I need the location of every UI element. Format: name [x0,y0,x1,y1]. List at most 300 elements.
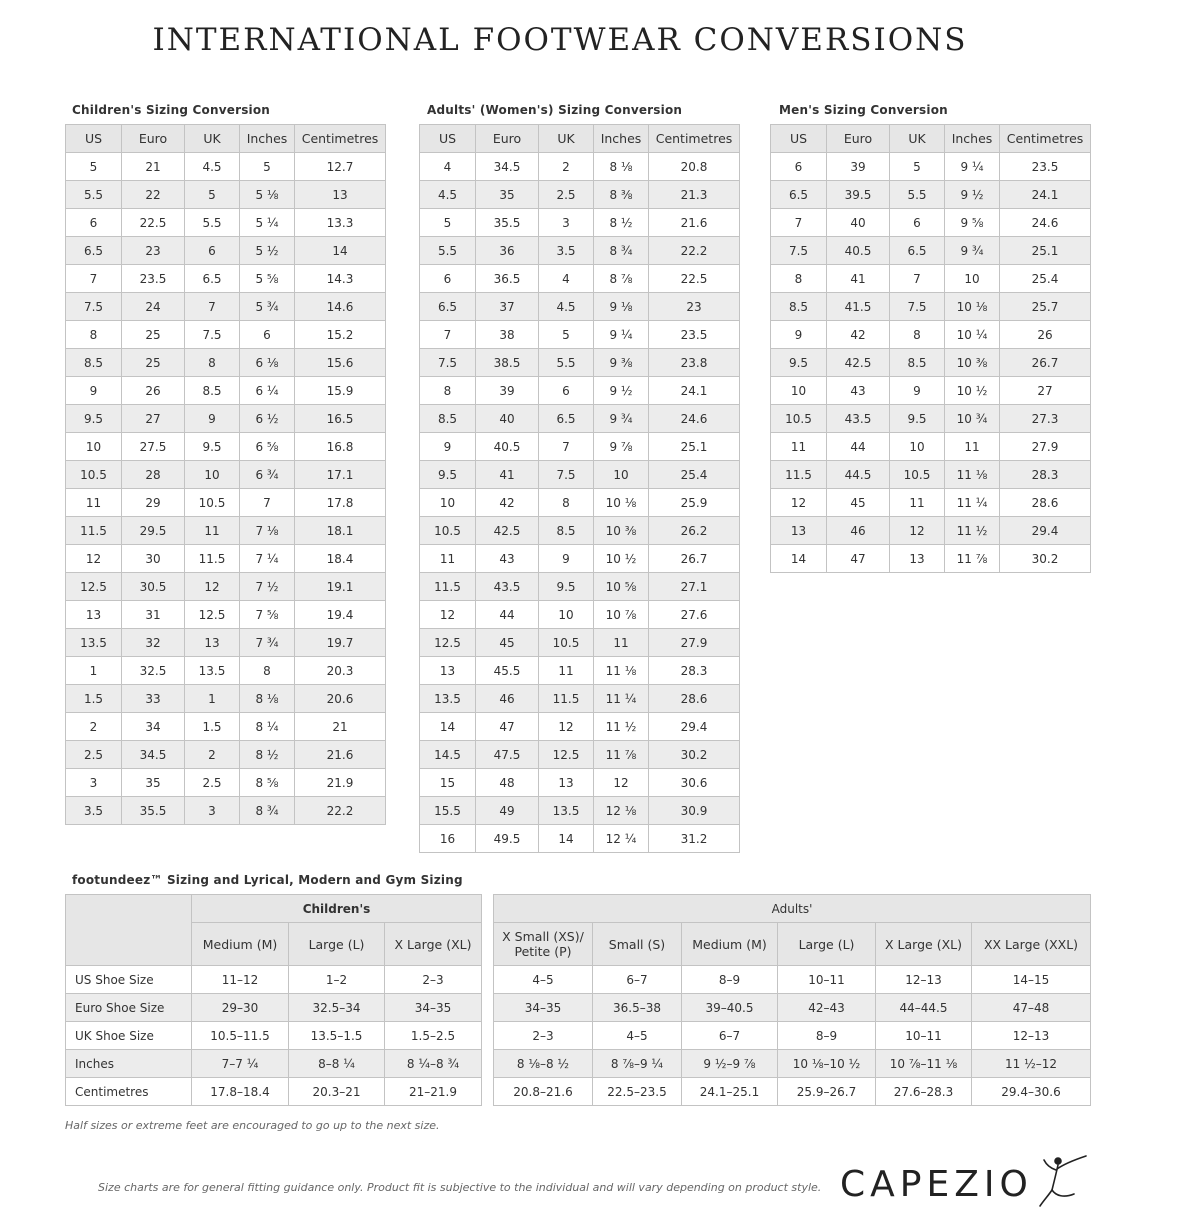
table-cell: 10 [539,601,594,629]
table-cell: 8 ¼ [240,713,295,741]
table-cell: 7 [420,321,476,349]
table-cell: 15.6 [295,349,386,377]
table-cell: 19.4 [295,601,386,629]
table-cell: 14 [771,545,827,573]
table-cell: 2.5 [185,769,240,797]
column-header: Centimetres [295,125,386,153]
table-cell: 16 [420,825,476,853]
table-row [66,797,386,825]
table-row [420,237,740,265]
table-cell: 26.2 [649,517,740,545]
table-cell: 12 [890,517,945,545]
table-cell: 7 ⅛ [240,517,295,545]
table-cell: 12 [594,769,649,797]
table-cell: 8.5 [66,349,122,377]
table-cell: 5 [185,181,240,209]
table-cell: 21.6 [295,741,386,769]
table-cell: 8 ⅜ [594,181,649,209]
womens-sizing-table [419,124,740,853]
table-cell: 6.5 [771,181,827,209]
table-cell: 9 ½ [945,181,1000,209]
row-label: US Shoe Size [66,966,192,994]
table-cell: 24.1 [1000,181,1091,209]
table-cell: 25 [122,321,185,349]
table-cell: 13 [420,657,476,685]
table-cell: 2–3 [385,966,482,994]
table-cell: 4.5 [185,153,240,181]
table-cell: 12 ¼ [594,825,649,853]
table-row [420,825,740,853]
table-cell: 10.5 [539,629,594,657]
table-cell: 5.5 [890,181,945,209]
table-cell: 1.5 [185,713,240,741]
table-cell: 13 [295,181,386,209]
table-cell: 10 ⅛–10 ½ [778,1050,876,1078]
table-cell: 11 [66,489,122,517]
table-row [66,966,482,994]
table-cell: 15.2 [295,321,386,349]
table-cell: 30.9 [649,797,740,825]
table-cell: 20.8–21.6 [494,1078,593,1106]
table-cell: 11 ¼ [594,685,649,713]
table-cell: 20.8 [649,153,740,181]
table-cell: 17.1 [295,461,386,489]
table-cell: 9 [420,433,476,461]
table-row [66,349,386,377]
table-cell: 9.5 [185,433,240,461]
table-cell: 9 ¾ [945,237,1000,265]
table-cell: 19.1 [295,573,386,601]
table-cell: 9 ¼ [945,153,1000,181]
table-cell: 35 [122,769,185,797]
table-cell: 19.7 [295,629,386,657]
table-cell: 11 [945,433,1000,461]
table-cell: 5 ¾ [240,293,295,321]
table-cell: 13.5 [539,797,594,825]
table-cell: 7 ½ [240,573,295,601]
table-row [771,349,1091,377]
table-cell: 11.5 [420,573,476,601]
table-cell: 29.4 [1000,517,1091,545]
children-sizing-table [65,124,386,825]
table-cell: 9.5 [890,405,945,433]
table-cell: 7.5 [539,461,594,489]
table-cell: 7.5 [771,237,827,265]
table-row [420,181,740,209]
table-cell: 12.5 [420,629,476,657]
table-cell: 20.6 [295,685,386,713]
table-cell: 6 ½ [240,405,295,433]
table-cell: 12 [539,713,594,741]
table-cell: 7.5 [66,293,122,321]
table-row [420,713,740,741]
column-header: Large (L) [778,923,876,966]
table-cell: 10.5 [771,405,827,433]
table-cell: 40.5 [827,237,890,265]
table-cell: 47.5 [476,741,539,769]
table-row [771,153,1091,181]
table-cell: 40 [827,209,890,237]
table-row [66,657,386,685]
table-cell: 15.9 [295,377,386,405]
table-cell: 10 ½ [945,377,1000,405]
table-row [66,405,386,433]
table-cell: 28.6 [1000,489,1091,517]
table-cell: 1 [66,657,122,685]
table-cell: 10 ⅜ [594,517,649,545]
table-cell: 24.6 [649,405,740,433]
table-cell: 7 ¼ [240,545,295,573]
row-label: Centimetres [66,1078,192,1106]
table-cell: 25 [122,349,185,377]
table-cell: 16.8 [295,433,386,461]
column-header: US [420,125,476,153]
table-row [66,265,386,293]
table-cell: 5 [420,209,476,237]
table-cell: 6.5 [890,237,945,265]
table-row [66,1078,482,1106]
half-sizes-note: Half sizes or extreme feet are encouraged to go up to the next size. [65,1119,440,1132]
table-cell: 6 [420,265,476,293]
table-cell: 5 ⅝ [240,265,295,293]
table-cell: 49.5 [476,825,539,853]
table-row [420,517,740,545]
table-row [771,209,1091,237]
table-cell: 31.2 [649,825,740,853]
table-cell: 29.4 [649,713,740,741]
column-header: UK [890,125,945,153]
table-row [771,461,1091,489]
table-cell: 45 [476,629,539,657]
table-row [66,713,386,741]
table-cell: 9 ½–9 ⅞ [682,1050,778,1078]
table-cell: 7 [890,265,945,293]
table-cell: 1.5–2.5 [385,1022,482,1050]
table-cell: 9.5 [771,349,827,377]
footundeez-children-table [65,894,482,1106]
table-row [66,994,482,1022]
table-cell: 8 ⅞ [594,265,649,293]
table-cell: 22.5–23.5 [593,1078,682,1106]
table-row [66,181,386,209]
empty-corner-cell [66,895,192,966]
table-cell: 12 [66,545,122,573]
table-row [66,741,386,769]
table-cell: 40.5 [476,433,539,461]
column-header: Medium (M) [192,923,289,966]
table-cell: 11 ½ [945,517,1000,545]
table-cell: 27.9 [649,629,740,657]
table-cell: 23.5 [649,321,740,349]
dancer-icon [1034,1150,1094,1214]
table-cell: 31 [122,601,185,629]
table-row [66,685,386,713]
table-cell: 22.5 [122,209,185,237]
table-cell: 25.7 [1000,293,1091,321]
table-cell: 38.5 [476,349,539,377]
column-header: Medium (M) [682,923,778,966]
table-cell: 9 ½ [594,377,649,405]
table-cell: 10–11 [876,1022,972,1050]
table-row [420,545,740,573]
table-cell: 10 [66,433,122,461]
table-cell: 28.3 [1000,461,1091,489]
table-cell: 8 ¼–8 ¾ [385,1050,482,1078]
table-cell: 6.5 [66,237,122,265]
table-cell: 12.7 [295,153,386,181]
table-cell: 22.2 [649,237,740,265]
table-cell: 2 [66,713,122,741]
table-header-row [494,923,1091,966]
table-cell: 6 [539,377,594,405]
table-cell: 10 ½ [594,545,649,573]
column-header: Centimetres [649,125,740,153]
table-cell: 17.8–18.4 [192,1078,289,1106]
mens-sizing-table [770,124,1091,573]
table-row [494,994,1091,1022]
table-cell: 42 [827,321,890,349]
table-cell: 42.5 [476,517,539,545]
table-cell: 6.5 [420,293,476,321]
table-cell: 11 ⅞ [594,741,649,769]
table-row [420,209,740,237]
table-cell: 9 [539,545,594,573]
table-cell: 2 [185,741,240,769]
table-cell: 11 [771,433,827,461]
table-cell: 14–15 [972,966,1091,994]
table-row [771,489,1091,517]
table-cell: 7–7 ¼ [192,1050,289,1078]
table-header-row [420,125,740,153]
table-cell: 34–35 [494,994,593,1022]
table-cell: 43.5 [476,573,539,601]
table-cell: 26 [1000,321,1091,349]
table-cell: 29–30 [192,994,289,1022]
table-row [66,517,386,545]
table-cell: 28.3 [649,657,740,685]
table-cell: 21.3 [649,181,740,209]
table-row [420,377,740,405]
table-cell: 27.6 [649,601,740,629]
table-cell: 23.8 [649,349,740,377]
table-cell: 2.5 [66,741,122,769]
table-cell: 46 [827,517,890,545]
table-row [66,321,386,349]
table-cell: 7.5 [890,293,945,321]
table-cell: 36.5–38 [593,994,682,1022]
table-cell: 8 ¾ [594,237,649,265]
table-cell: 44–44.5 [876,994,972,1022]
table-row [420,629,740,657]
table-cell: 10.5 [420,517,476,545]
table-cell: 7 [185,293,240,321]
table-cell: 4–5 [494,966,593,994]
table-cell: 34.5 [476,153,539,181]
table-cell: 6 [890,209,945,237]
table-cell: 10 ⅝ [594,573,649,601]
table-cell: 21 [295,713,386,741]
table-cell: 13 [66,601,122,629]
table-cell: 9.5 [66,405,122,433]
table-cell: 8.5 [890,349,945,377]
table-cell: 2.5 [539,181,594,209]
table-cell: 9 [66,377,122,405]
table-row [66,573,386,601]
table-cell: 21 [122,153,185,181]
table-cell: 1.5 [66,685,122,713]
children-table-heading: Children's Sizing Conversion [72,103,271,117]
table-cell: 30.5 [122,573,185,601]
table-row [494,1078,1091,1106]
table-cell: 4–5 [593,1022,682,1050]
table-cell: 8.5 [539,517,594,545]
table-cell: 7.5 [420,349,476,377]
table-cell: 18.4 [295,545,386,573]
table-row [494,1050,1091,1078]
table-cell: 23 [649,293,740,321]
table-cell: 11–12 [192,966,289,994]
table-header-row [66,125,386,153]
table-row [420,321,740,349]
table-cell: 18.1 [295,517,386,545]
column-header: Euro [476,125,539,153]
table-cell: 39.5 [827,181,890,209]
table-cell: 8 ⅝ [240,769,295,797]
table-cell: 5 [890,153,945,181]
table-cell: 41.5 [827,293,890,321]
table-row [66,209,386,237]
table-cell: 8 ½ [594,209,649,237]
table-cell: 24 [122,293,185,321]
table-cell: 13 [890,545,945,573]
table-cell: 35 [476,181,539,209]
table-cell: 3 [185,797,240,825]
table-cell: 11 [890,489,945,517]
column-header: Euro [827,125,890,153]
table-cell: 46 [476,685,539,713]
table-cell: 12–13 [972,1022,1091,1050]
table-row [420,797,740,825]
footundeez-table-heading: footundeez™ Sizing and Lyrical, Modern and Gym Sizing [72,873,463,887]
table-cell: 9 [890,377,945,405]
table-cell: 7 ⅝ [240,601,295,629]
table-cell: 9 ⅜ [594,349,649,377]
table-row [420,741,740,769]
table-cell: 39 [827,153,890,181]
table-row [420,461,740,489]
table-cell: 36.5 [476,265,539,293]
table-cell: 13 [771,517,827,545]
table-cell: 8 [771,265,827,293]
table-cell: 7.5 [185,321,240,349]
column-header: US [771,125,827,153]
table-cell: 12–13 [876,966,972,994]
table-cell: 10 [420,489,476,517]
table-cell: 27 [122,405,185,433]
table-cell: 9 ⅞ [594,433,649,461]
table-row [66,1050,482,1078]
table-cell: 25.9 [649,489,740,517]
table-cell: 11.5 [539,685,594,713]
table-cell: 10 ⅞–11 ⅛ [876,1050,972,1078]
table-cell: 8 [185,349,240,377]
table-cell: 5 [539,321,594,349]
column-header: Euro [122,125,185,153]
table-row [66,293,386,321]
table-cell: 9.5 [539,573,594,601]
table-cell: 43 [476,545,539,573]
table-cell: 13.3 [295,209,386,237]
table-row [771,545,1091,573]
table-cell: 11.5 [185,545,240,573]
table-row [771,517,1091,545]
table-cell: 10 [771,377,827,405]
table-cell: 33 [122,685,185,713]
table-cell: 13.5 [66,629,122,657]
table-cell: 20.3–21 [289,1078,385,1106]
table-cell: 4.5 [539,293,594,321]
table-cell: 11 [594,629,649,657]
table-cell: 21.6 [649,209,740,237]
group-header-adults: Adults' [494,895,1091,923]
table-cell: 36 [476,237,539,265]
table-cell: 8 ⅛ [240,685,295,713]
column-header: X Small (XS)/ Petite (P) [494,923,593,966]
table-cell: 6–7 [682,1022,778,1050]
table-cell: 34 [122,713,185,741]
table-row [420,349,740,377]
table-row [66,769,386,797]
table-cell: 49 [476,797,539,825]
table-cell: 11 [420,545,476,573]
table-cell: 12 [185,573,240,601]
table-cell: 11 ⅛ [594,657,649,685]
table-cell: 11.5 [66,517,122,545]
table-cell: 8 ⅛–8 ½ [494,1050,593,1078]
table-cell: 27.9 [1000,433,1091,461]
table-cell: 44 [827,433,890,461]
table-cell: 42–43 [778,994,876,1022]
table-cell: 2 [539,153,594,181]
column-header: Inches [594,125,649,153]
table-cell: 47 [827,545,890,573]
table-cell: 24.6 [1000,209,1091,237]
column-header: Inches [945,125,1000,153]
group-header-children: Children's [192,895,482,923]
table-cell: 6 [66,209,122,237]
table-cell: 30.6 [649,769,740,797]
table-cell: 13.5–1.5 [289,1022,385,1050]
table-row [771,265,1091,293]
column-header: X Large (XL) [385,923,482,966]
table-cell: 10.5–11.5 [192,1022,289,1050]
table-cell: 29.4–30.6 [972,1078,1091,1106]
table-cell: 27.3 [1000,405,1091,433]
womens-table-heading: Adults' (Women's) Sizing Conversion [427,103,683,117]
table-cell: 5 ⅛ [240,181,295,209]
table-row [420,265,740,293]
table-cell: 12 [420,601,476,629]
table-cell: 11 [185,517,240,545]
table-row [66,153,386,181]
table-cell: 11 [539,657,594,685]
table-cell: 27 [1000,377,1091,405]
table-cell: 39 [476,377,539,405]
table-cell: 6 [185,237,240,265]
table-cell: 5 ¼ [240,209,295,237]
table-cell: 8 [539,489,594,517]
table-cell: 7 [539,433,594,461]
